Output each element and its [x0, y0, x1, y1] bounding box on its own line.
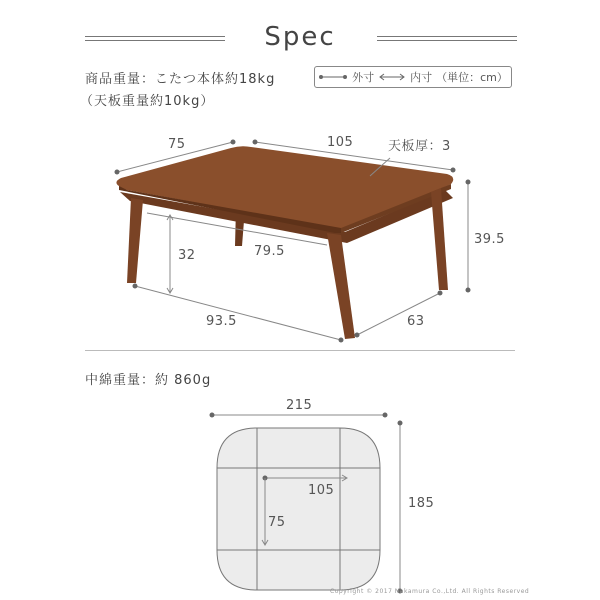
dimension-legend	[314, 66, 512, 88]
dim-width-label: 105	[327, 135, 354, 150]
dim-leg-depth-label: 63	[407, 314, 425, 329]
futon-weight-text: 中綿重量：約 860g	[85, 373, 212, 388]
outer-dimension-icon	[318, 73, 348, 81]
table-leg-front-center	[327, 233, 355, 339]
futon-depth-label: 185	[408, 496, 435, 511]
title-rule-right	[377, 36, 517, 41]
section-divider	[85, 350, 515, 351]
futon-inner-width-label: 105	[308, 483, 335, 498]
table-leg-front-left	[127, 198, 143, 283]
table-top-weight-text: （天板重量約10kg）	[80, 94, 215, 109]
legend-unit-label: （単位：cm）	[436, 71, 508, 84]
inner-dimension-icon	[378, 73, 406, 81]
title-rule-left	[85, 36, 225, 41]
futon-shape	[217, 428, 380, 590]
legend-inner-label: 内寸	[410, 71, 433, 84]
table-leg-right	[431, 188, 448, 290]
dim-inner-width-label: 79.5	[254, 244, 285, 259]
dim-depth-label: 75	[168, 137, 186, 152]
dim-leg-width-label: 93.5	[206, 314, 237, 329]
futon-width-label: 215	[286, 398, 313, 413]
dim-top-thickness-label: 天板厚：3	[388, 139, 451, 154]
copyright-text: Copyright © 2017 Nakamura Co.,Ltd. All Rights Reserved	[330, 588, 530, 595]
dim-leg-inner-height-label: 32	[178, 248, 196, 263]
dim-height-label: 39.5	[474, 232, 505, 247]
page-title: Spec	[264, 22, 336, 52]
futon-inner-depth-label: 75	[268, 515, 286, 530]
table-weight-text: 商品重量：こたつ本体約18kg	[85, 72, 276, 87]
legend-outer-label: 外寸	[352, 71, 375, 84]
kotatsu-table-illustration	[95, 130, 515, 345]
